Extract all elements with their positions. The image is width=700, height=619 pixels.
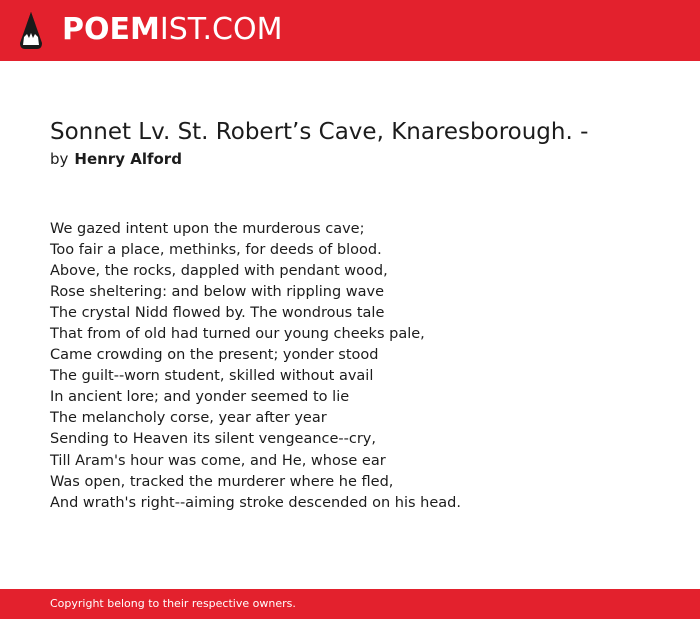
poem-line: Till Aram's hour was come, and He, whose ear — [50, 452, 386, 469]
poem-line: Was open, tracked the murderer where he fled, — [50, 473, 394, 490]
poem-line: The guilt--worn student, skilled without avail — [50, 368, 374, 385]
poem-title: Sonnet Lv. St. Robert’s Cave, Knaresborough. - — [50, 119, 589, 145]
copyright-notice: Copyright belong to their respective owners. — [50, 597, 296, 610]
poem-line: The melancholy corse, year after year — [50, 410, 327, 427]
poem-body — [50, 219, 461, 514]
pencil-tip-icon[interactable] — [18, 11, 44, 51]
byline — [50, 149, 182, 169]
poem-line: That from of old had turned our young cheeks pale, — [50, 326, 425, 343]
poem-line: In ancient lore; and yonder seemed to lie — [50, 389, 350, 406]
poem-line: Sending to Heaven its silent vengeance--cry, — [50, 431, 376, 448]
site-footer — [0, 589, 700, 619]
poem-line: Too fair a place, methinks, for deeds of blood. — [50, 242, 382, 259]
author-name: Henry Alford — [74, 150, 182, 168]
site-brand[interactable] — [62, 12, 282, 48]
poem-line: The crystal Nidd flowed by. The wondrous tale — [50, 305, 385, 322]
site-header — [0, 0, 700, 61]
by-label: by — [50, 150, 69, 168]
poem-line: We gazed intent upon the murderous cave; — [50, 221, 365, 237]
poem-line: And wrath's right--aiming stroke descended on his head. — [50, 494, 461, 511]
poem-line: Above, the rocks, dappled with pendant wood, — [50, 263, 388, 280]
poem-line: Rose sheltering: and below with rippling wave — [50, 284, 385, 301]
brand-light: IST.COM — [159, 12, 283, 47]
brand-bold: POEM — [62, 12, 160, 47]
poem-line: Came crowding on the present; yonder stood — [50, 347, 379, 364]
